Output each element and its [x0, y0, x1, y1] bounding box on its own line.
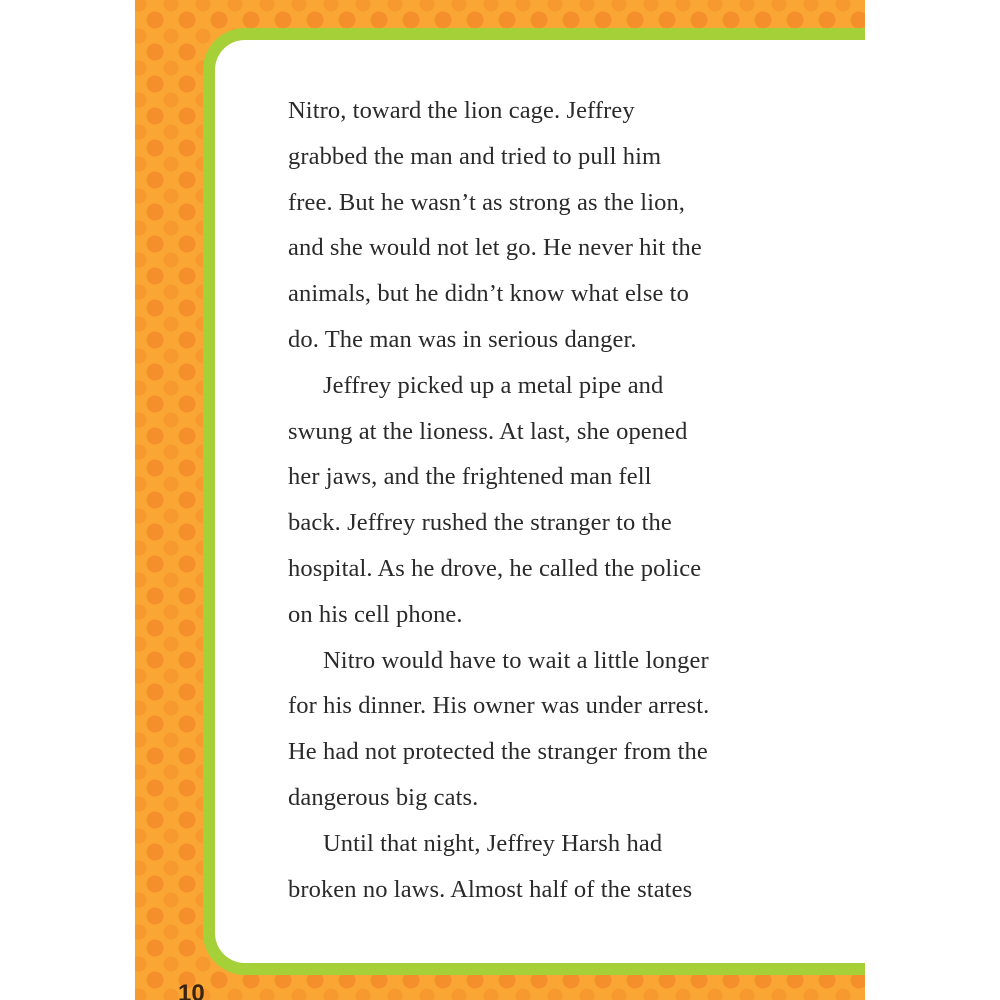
text-line: on his cell phone. [288, 600, 463, 628]
text-line: broken no laws. Almost half of the states [288, 875, 693, 903]
body-text [288, 88, 758, 912]
text-line-indented: Nitro would have to wait a little longer [323, 646, 709, 674]
text-line-indented: Jeffrey picked up a metal pipe and [323, 371, 664, 399]
text-line: animals, but he didn’t know what else to [288, 280, 689, 308]
text-line: grabbed the man and tried to pull him [288, 142, 662, 170]
text-line: do. The man was in serious danger. [288, 325, 637, 353]
text-line: her jaws, and the frightened man fell [288, 463, 652, 491]
text-line: He had not protected the stranger from the [288, 738, 708, 766]
text-line: for his dinner. His owner was under arrest. [288, 692, 710, 720]
text-line: swung at the lioness. At last, she opened [288, 417, 688, 445]
text-line: and she would not let go. He never hit the [288, 234, 702, 262]
text-line-indented: Until that night, Jeffrey Harsh had [323, 829, 663, 857]
text-line: Nitro, toward the lion cage. Jeffrey [288, 97, 635, 124]
text-line: hospital. As he drove, he called the police [288, 554, 702, 582]
text-line: free. But he wasn’t as strong as the lion, [288, 188, 686, 216]
page-number: 10 [178, 980, 205, 1000]
text-line: dangerous big cats. [288, 783, 479, 811]
text-line: back. Jeffrey rushed the stranger to the [288, 509, 672, 537]
